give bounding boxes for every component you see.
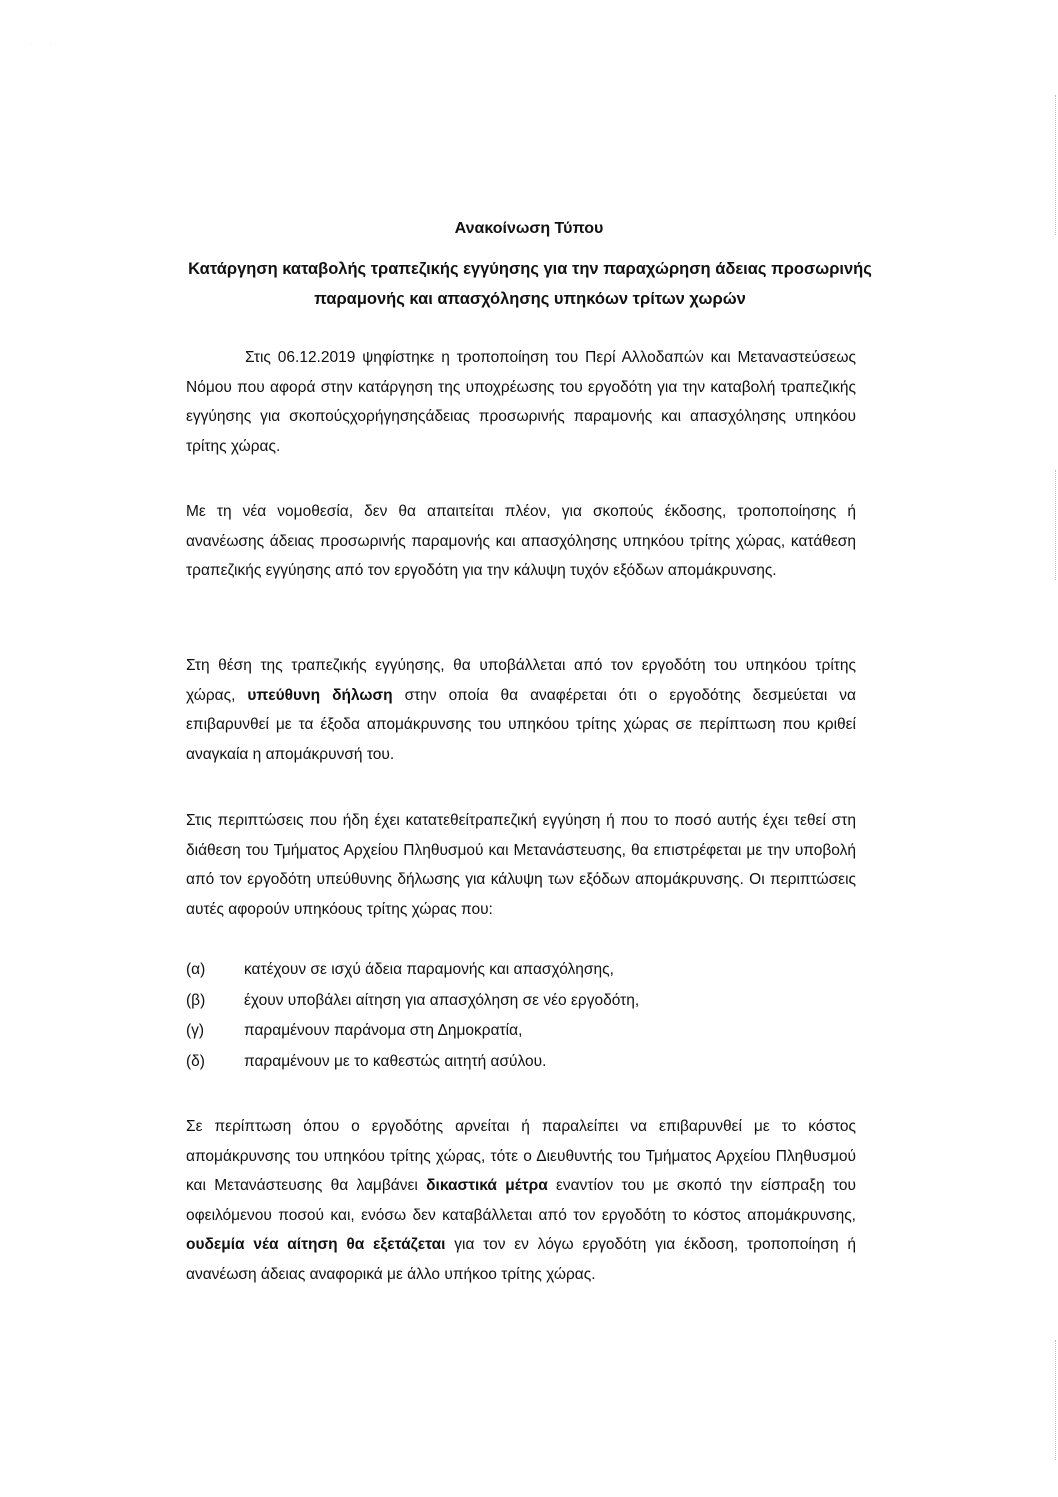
- paragraph-1: Στις 06.12.2019 ψηφίστηκε η τροποποίηση του Περί Αλλοδαπών και Μεταναστεύσεως Νόμου που αφορά στην κατάργηση της υποχρέωσης του εργοδότη για την καταβολή τραπεζικής εγγύησης για σκοπούςχορήγησηςάδειας προσωρινής παραμονής και απασχόλησης υπηκόου τρίτης χώρας.: [186, 349, 856, 455]
- paragraph-4: Στις περιπτώσεις που ήδη έχει κατατεθείτραπεζική εγγύηση ή που το ποσό αυτής έχει τεθεί στη διάθεση του Τμήματος Αρχείου Πληθυσμού και Μετανάστευσης, θα επιστρέφεται με την υποβολή από τον εργοδότη υπεύθυνης δήλωσης για κάλυψη των εξόδων απομάκρυνσης. Οι περιπτώσεις αυτές αφορούν υπηκόους τρίτης χώρας που:: [186, 812, 856, 918]
- list-item: [186, 1047, 856, 1078]
- list-item: [186, 986, 856, 1017]
- list-item-text: παραμένουν με το καθεστώς αιτητή ασύλου.: [244, 1052, 547, 1070]
- paragraph-5: [186, 1112, 856, 1289]
- list-item: [186, 955, 856, 986]
- paragraph-5-text-c: για τον εν λόγω εργοδότη για έκδοση, τροποποίηση ή ανανέωση άδειας αναφορικά με άλλο υπήκοο τρίτης χώρας.: [186, 1236, 856, 1283]
- paragraph-5-bold-1: δικαστικά μέτρα: [426, 1177, 548, 1194]
- paragraph-5-text-b: εναντίον του με σκοπό την είσπραξη του οφειλόμενου ποσού και, ενόσω δεν καταβάλλεται από τον εργοδότη το κόστος απομάκρυνσης,: [186, 1177, 856, 1224]
- list-marker: (β): [186, 991, 206, 1009]
- list-marker: (γ): [186, 1022, 205, 1039]
- scan-edge-artifact: [1054, 1340, 1056, 1460]
- paragraph-3-text-b: στην οποία θα αναφέρεται ότι ο εργοδότης δεσμεύεται να επιβαρυνθεί με τα έξοδα απομάκρυνσης του υπηκόου τρίτης χώρας σε περίπτωση που κριθεί αναγκαία η απομάκρυνσή του.: [186, 686, 856, 763]
- conditions-list: [186, 955, 856, 1077]
- document-subtitle: Κατάργηση καταβολής τραπεζικής εγγύησης για την παραχώρηση άδειας προσωρινής παραμονής και απασχόλησης υπηκόων τρίτων χωρών: [188, 260, 872, 308]
- list-item: [186, 1016, 856, 1047]
- list-marker: (α): [186, 961, 206, 978]
- list-item-text: έχουν υποβάλει αίτηση για απασχόληση σε νέο εργοδότη,: [244, 991, 640, 1009]
- list-item-text: κατέχουν σε ισχύ άδεια παραμονής και απασχόλησης,: [244, 961, 614, 978]
- list-marker: (δ): [186, 1052, 205, 1070]
- scan-artifact: · ·: [30, 42, 60, 48]
- list-item-text: παραμένουν παράνομα στη Δημοκρατία,: [244, 1022, 523, 1039]
- paragraph-3-bold: υπεύθυνη δήλωση: [247, 686, 393, 704]
- scan-edge-artifact: [1054, 470, 1056, 580]
- paragraph-5-bold-2: ουδεμία νέα αίτηση θα εξετάζεται: [186, 1236, 446, 1253]
- paragraph-3: [186, 651, 856, 769]
- paragraph-2: Με τη νέα νομοθεσία, δεν θα απαιτείται πλέον, για σκοπούς έκδοσης, τροποποίησης ή ανανέωσης άδειας προσωρινής παραμονής και απασχόλησης υπηκόου τρίτης χώρας, κατάθεση τραπεζικής εγγύησης από τον εργοδότη για την κάλυψη τυχόν εξόδων απομάκρυνσης.: [186, 503, 856, 579]
- document-heading: Ανακοίνωση Τύπου: [454, 220, 604, 237]
- paragraph-3-text-a: Στη θέση της τραπεζικής εγγύησης, θα υποβάλλεται από τον εργοδότη του υπηκόου τρίτης χώρας,: [186, 657, 856, 704]
- paragraph-5-text-a: Σε περίπτωση όπου ο εργοδότης αρνείται ή παραλείπει να επιβαρυνθεί με το κόστος απομάκρυνσης του υπηκόου τρίτης χώρας, τότε ο Διευθυντής του Τμήματος Αρχείου Πληθυσμού και Μετανάστευσης θα λαμβάνει: [186, 1118, 856, 1194]
- scan-edge-artifact: [1054, 95, 1056, 235]
